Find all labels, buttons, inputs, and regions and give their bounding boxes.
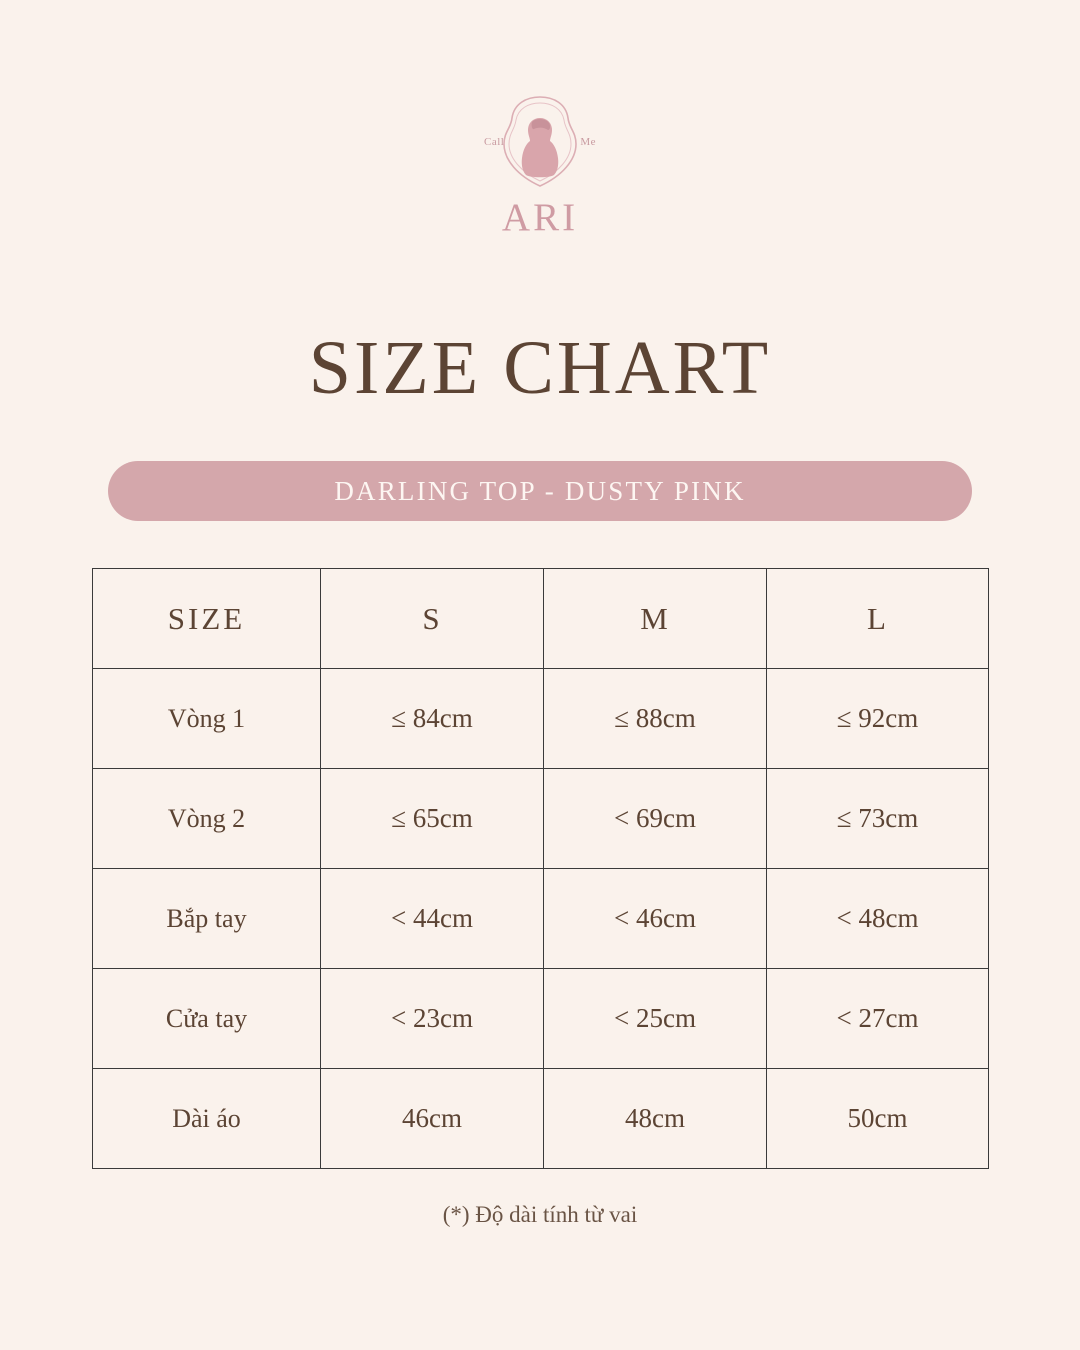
table-row [93,1069,989,1169]
table-cell: 46cm [321,1069,544,1169]
brand-badge [480,92,600,196]
table-row-label: Dài áo [93,1069,321,1169]
table-cell: < 48cm [767,869,989,969]
brand-name: ARI [501,196,579,239]
page-title: SIZE CHART [308,326,772,410]
table-header-cell: M [544,569,767,669]
table-row [93,869,989,969]
size-table-wrapper [92,568,988,1169]
table-cell: ≤ 65cm [321,769,544,869]
brand-side-text-left: Call [484,136,505,148]
table-cell: 50cm [767,1069,989,1169]
table-cell: < 27cm [767,969,989,1069]
table-cell: < 46cm [544,869,767,969]
footnote: (*) Độ dài tính từ vai [442,1202,638,1227]
table-row-label: Vòng 1 [93,669,321,769]
table-row-label: Vòng 2 [93,769,321,869]
table-cell: 48cm [544,1069,767,1169]
table-row-label: Bắp tay [93,869,321,969]
table-cell: ≤ 84cm [321,669,544,769]
table-cell: < 23cm [321,969,544,1069]
table-header-cell: SIZE [93,569,321,669]
table-cell: < 69cm [544,769,767,869]
size-table [92,568,989,1169]
table-cell: ≤ 92cm [767,669,989,769]
table-header-cell: S [321,569,544,669]
brand-logo [0,92,1080,237]
table-cell: ≤ 73cm [767,769,989,869]
product-subtitle-pill [108,461,972,521]
table-header-row [93,569,989,669]
table-header-cell: L [767,569,989,669]
table-row-label: Cửa tay [93,969,321,1069]
table-row [93,769,989,869]
brand-side-text-right: Me [580,136,596,148]
table-cell: ≤ 88cm [544,669,767,769]
product-subtitle-label: DARLING TOP - DUSTY PINK [334,475,746,506]
table-row [93,969,989,1069]
table-cell: < 25cm [544,969,767,1069]
table-cell: < 44cm [321,869,544,969]
table-row [93,669,989,769]
